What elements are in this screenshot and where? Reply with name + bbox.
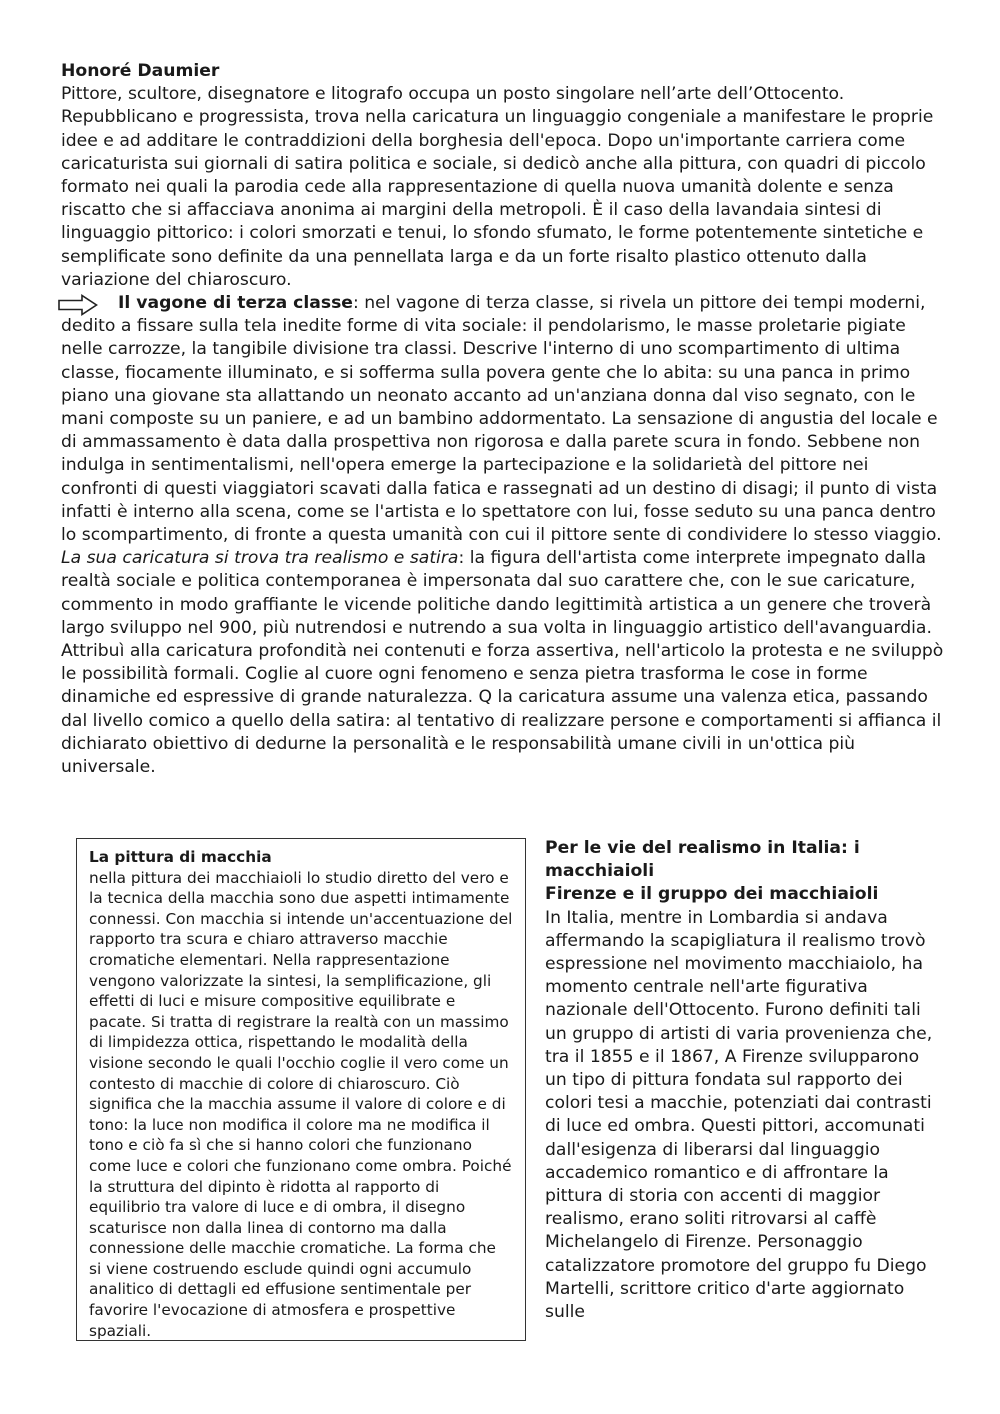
main-text-block [61,60,945,779]
section-caricatura [61,547,945,779]
section-lead-italic: La sua caricatura si trova tra realismo e satira [61,548,459,569]
box-body: nella pittura dei macchiaioli lo studio diretto del vero e la tecnica della macchia sono due aspetti intimamente connessi. Con macchia si intende un'accentuazione del rapporto tra scura e chiaro attraverso macchie cromatiche elementari. Nella rappresentazione vengono valorizzate la sintesi, la semplificazione, gli effetti di luci e misure compositive equilibrate e pacate. Si tratta di registrare la realtà con un massimo di limpidezza ottica, rispettando le modalità della visione secondo le quali l'occhio coglie il vero come un contesto di macchie di colore di chiaroscuro. Ciò significa che la macchia assume il valore di colore e di tono: la luce non modifica il colore ma ne modifica il tono e ciò fa sì che si hanno colori che funzionano come luce e colori che funzionano come ombra. Poiché la struttura del dipinto è ridotta al rapporto di equilibrio tra valore di luce e di ombra, il disegno scaturisce non dalla linea di contorno ma dalla connessione delle macchie cromatiche. La forma che si viene costruendo esclude quindi ogni accumulo analitico di dettagli ed effusione sentimentale per favorire l'evocazione di atmosfera e prospettive spaziali. [89,868,513,1340]
section-body: Pittore, scultore, disegnatore e litografo occupa un posto singolare nell’arte dell’Ottocento. Repubblicano e progressista, trova nella caricatura un linguaggio congeniale a manifestare le proprie idee e ad additare le contraddizioni della borghesia dell'epoca. Dopo un'importante carriera come caricaturista sui giornali di satira politica e sociale, si dedicò anche alla pittura, con quadri di piccolo formato nei quali la parodia cede alla rappresentazione di quella nuova umanità dolente e senza riscatto che si affacciava anonima ai margini della metropoli. È il caso della lavandaia sintesi di linguaggio pittorico: i colori smorzati e tenui, lo sfondo sfumato, le forme potentemente sintetiche e semplificate sono definite da una pennellata larga e da un forte risalto plastico ottenuto dalla variazione del chiaroscuro. [61,84,934,290]
section-lead-bold: Il vagone di terza classe [118,293,353,314]
right-column-title: Per le vie del realismo in Italia: i macchiaioli [545,838,860,882]
right-column [545,837,945,1324]
section-vagone [61,292,945,547]
right-column-body: In Italia, mentre in Lombardia si andava affermando la scapigliatura il realismo trovò espressione nel movimento macchiaiolo, ha momento centrale nell'arte figurativa nazionale dell'Ottocento. Furono definiti tali un gruppo di artisti di varia provenienza che, tra il 1855 e il 1867, A Firenze svilupparono un tipo di pittura fondata sul rapporto dei colori tesi a macchie, potenziati dai contrasti di luce ed ombra. Questi pittori, accomunati dall'esigenza di liberarsi dal linguaggio accademico romantico e di affrontare la pittura di storia con accenti di maggior realismo, erano soliti ritrovarsi al caffè Michelangelo di Firenze. Personaggio catalizzatore promotore del gruppo fu Diego Martelli, scrittore critico d'arte aggiornato sulle [545,907,933,1323]
right-arrow-icon [58,294,98,316]
box-title: La pittura di macchia [89,848,272,866]
section-daumier [61,60,945,292]
right-column-subtitle: Firenze e il gruppo dei macchiaioli [545,884,879,905]
section-body: : nel vagone di terza classe, si rivela un pittore dei tempi moderni, dedito a fissare sulla tela inedite forme di vita sociale: il pendolarismo, le masse proletarie pigiate nelle carrozze, la tangibile divisione tra classi. Descrive l'interno di uno scompartimento di ultima classe, fiocamente illuminato, e si sofferma sulla povera gente che lo abita: su una panca in primo piano una giovane sta allattando un neonato accanto ad un'anziana donna dal viso segnato, con le mani composte su un paniere, e ad un bambino addormentato. La sensazione di angustia del locale e di ammassamento è data dalla prospettiva non rigorosa e dalla parete scura in fondo. Sebbene non indulga in sentimentalismi, nell'opera emerge la partecipazione e la solidarietà del pittore nei confronti di questi viaggiatori scavati dalla fatica e rassegnati ad un destino di disagi; il punto di vista infatti è interno alla scena, come se l'artista e lo spettatore con lui, fosse seduto su una panca dentro lo scompartimento, di fronte a questa umanità con cui il pittore sente di condividere lo stesso viaggio. [61,293,942,546]
section-title: Honoré Daumier [61,61,220,81]
sidebar-box-macchia [76,838,526,1341]
section-body: : la figura dell'artista come interprete impegnato dalla realtà sociale e politica contemporanea è impersonata dal suo carattere che, con le sue caricature, commento in modo graffiante le vicende politiche dando legittimità artistica a un genere che troverà largo sviluppo nel 900, più nutrendosi e nutrendo a sua volta in linguaggio artistico dell'avanguardia. Attribuì alla caricatura profondità nei contenuti e forza assertiva, nell'articolo la protesta e ne sviluppò le possibilità formali. Coglie al cuore ogni fenomeno e senza pietra trasforma le cose in forme dinamiche ed espressive di grande naturalezza. Q la caricatura assume una valenza etica, passando dal livello comico a quello della satira: al tentativo di realizzare persone e comportamenti si affianca il dichiarato obiettivo di dedurne la personalità e le responsabilità umane civili in un'ottica più universale. [61,548,944,778]
